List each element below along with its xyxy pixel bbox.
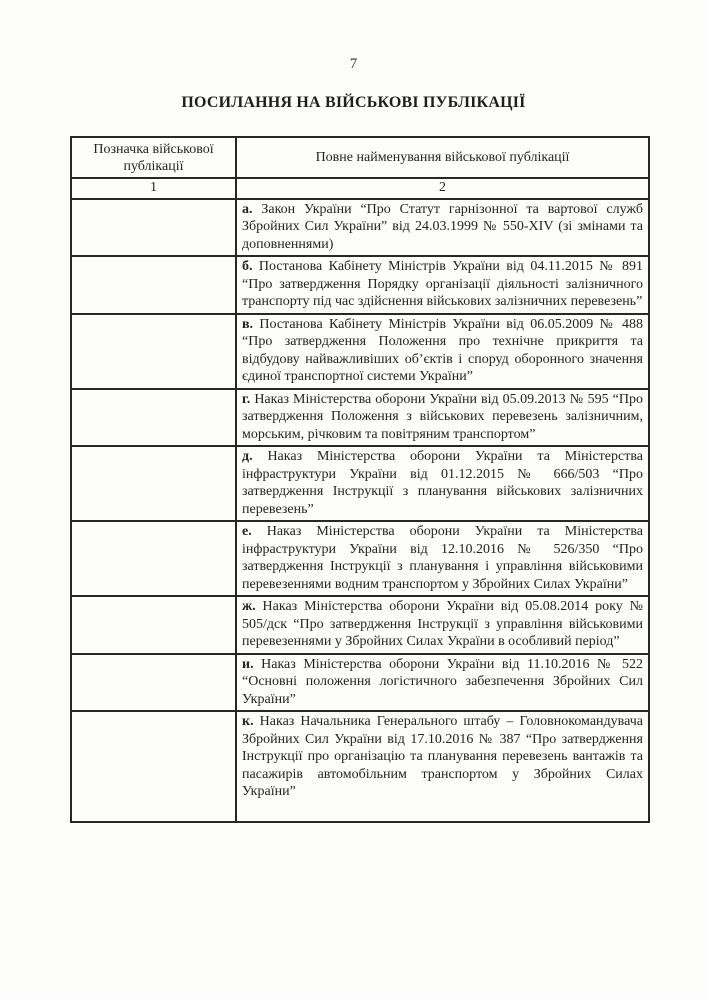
column-number-1: 1 [71, 178, 236, 199]
table-row [71, 389, 649, 447]
col-header-publication-mark: Позначка військової публікації [71, 137, 236, 178]
publication-letter: к. [242, 714, 254, 729]
publication-letter: и. [242, 656, 254, 672]
publication-name-cell [236, 199, 649, 257]
publication-name-cell [236, 654, 649, 712]
publication-name-cell [236, 256, 649, 314]
publication-name-cell [236, 596, 649, 654]
publications-table-body [71, 199, 649, 822]
publication-text: Наказ Міністерства оборони України від 05.09.2013 № 595 “Про затвердження Положення з військових перевезень залізничним, морським, річковим та повітряним транспортом” [242, 391, 643, 442]
publication-text: Наказ Міністерства оборони України та Міністерства інфраструктури України від 12.10.2016 № 526/350 “Про затвердження Інструкції з планування і управління військовими перевезеннями водним транспортом у Збройних Силах України” [242, 524, 643, 592]
publication-letter: д. [242, 449, 253, 464]
page-title: ПОСИЛАННЯ НА ВІЙСЬКОВІ ПУБЛІКАЦІЇ [181, 94, 526, 111]
table-row [71, 256, 649, 314]
publications-table [70, 136, 650, 823]
publication-letter: а. [242, 201, 253, 217]
column-number-row [71, 178, 649, 199]
publication-mark-cell [71, 446, 236, 521]
publication-mark-cell [71, 314, 236, 389]
table-row [71, 596, 649, 654]
publication-name-cell [236, 521, 649, 596]
publication-text: Наказ Міністерства оборони України від 11.10.2016 № 522 “Основні положення логістичного забезпечення Збройних Сил України” [242, 656, 643, 707]
publication-text: Постанова Кабінету Міністрів України від 06.05.2009 № 488 “Про затвердження Положення про технічне прикриття та відбудову найважливіших об’єктів і споруд оборонного значення єдиної транспортної системи України” [242, 316, 643, 384]
publication-letter: б. [242, 259, 253, 274]
publication-text: Наказ Міністерства оборони України від 05.08.2014 року № 505/дск “Про затвердження Інструкції з управління військовими перевезеннями у Збройних Силах України в особливий період” [242, 599, 643, 649]
publication-mark-cell [71, 596, 236, 654]
publication-text: Наказ Міністерства оборони України та Міністерства інфраструктури України від 01.12.2015 № 666/503 “Про затвердження Інструкції з планування військових залізничних перевезень” [242, 449, 643, 517]
publication-mark-cell [71, 199, 236, 257]
publication-letter: г. [242, 391, 251, 407]
publication-mark-cell [71, 389, 236, 447]
table-row [71, 314, 649, 389]
page-number: 7 [349, 56, 358, 72]
publication-text: Наказ Начальника Генерального штабу – Головнокомандувача Збройних Сил України від 17.10.2016 № 387 “Про затвердження Інструкції про організацію та планування перевезень вантажів та пасажирів автомобільним транспортом у Збройних Силах України” [242, 714, 643, 799]
column-number-2: 2 [236, 178, 649, 199]
table-row [71, 446, 649, 521]
publication-mark-cell [71, 256, 236, 314]
publication-mark-cell [71, 521, 236, 596]
publication-letter: в. [242, 316, 254, 332]
publication-text: Закон України “Про Статут гарнізонної та вартової служб Збройних Сил України” від 24.03.1999 № 550-XIV (зі змінами та доповненнями) [242, 201, 643, 252]
table-header-row [71, 137, 649, 178]
table-row [71, 711, 649, 822]
publication-letter: ж. [242, 599, 256, 614]
publication-text: Постанова Кабінету Міністрів України від 04.11.2015 № 891 “Про затвердження Порядку організації діяльності залізничного транспорту під час здійснення військових залізничних перевезень” [242, 259, 643, 309]
table-row [71, 654, 649, 712]
publication-mark-cell [71, 654, 236, 712]
publication-name-cell [236, 711, 649, 822]
publication-mark-cell [71, 711, 236, 822]
table-row [71, 199, 649, 257]
publication-name-cell [236, 446, 649, 521]
publication-name-cell [236, 314, 649, 389]
publication-letter: е. [242, 524, 252, 539]
col-header-publication-full-name: Повне найменування військової публікації [236, 137, 649, 178]
table-row [71, 521, 649, 596]
publication-name-cell [236, 389, 649, 447]
